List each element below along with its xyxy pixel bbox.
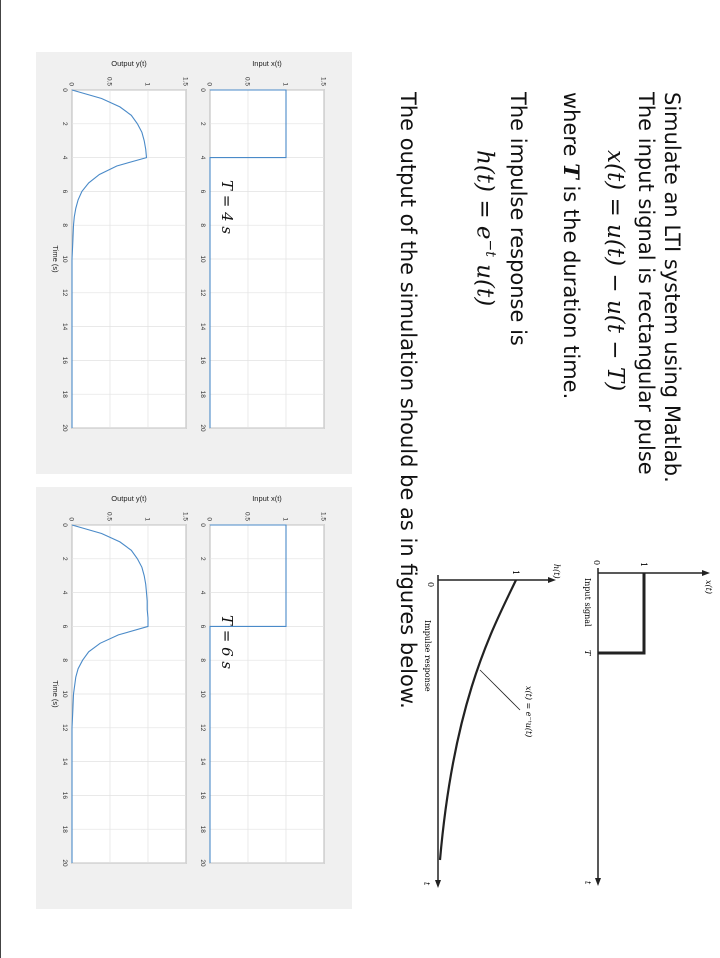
figure-left-input-xtick-label: 10 bbox=[199, 255, 206, 263]
figure-left-output-xtick-label: 18 bbox=[61, 390, 68, 398]
figure-panel-left bbox=[36, 52, 352, 474]
figure-left-output-xlabel: Time (s) bbox=[51, 245, 60, 273]
figure-right-output-ytick-label: 0 bbox=[67, 517, 75, 521]
figure-right-input-xtick-label: 16 bbox=[199, 791, 206, 800]
figure-right-output-xtick-label: 16 bbox=[61, 791, 68, 800]
figure-left-input-xtick-label: 6 bbox=[199, 189, 206, 194]
statement-line-3: where T is the duration time. bbox=[559, 92, 584, 400]
figure-left-annotation: T = 4 s bbox=[218, 180, 236, 235]
figure-left-input-ytick-label: 1 bbox=[281, 82, 289, 86]
sketch-input-tick-one: 1 bbox=[639, 562, 648, 568]
figure-right-output-ytick-label: 1.5 bbox=[181, 511, 189, 521]
figure-left-input-xtick-label: 4 bbox=[199, 155, 206, 160]
figure-right-input-xtick-label: 6 bbox=[199, 624, 206, 629]
figure-right-output-xtick-label: 4 bbox=[61, 590, 68, 595]
figure-left-input-xtick-label: 12 bbox=[199, 289, 206, 297]
statement-line-2: The input signal is rectangular pulse bbox=[634, 92, 658, 475]
figure-right-input-xtick-label: 14 bbox=[199, 757, 206, 766]
figure-right-input-ylabel: Input x(t) bbox=[252, 494, 282, 503]
sketch-input-pulse bbox=[598, 573, 644, 653]
figure-left-output-xtick-label: 8 bbox=[61, 223, 68, 228]
statement-line-5: The output of the simulation should be as in figures below. bbox=[396, 92, 420, 709]
figure-left-output-xtick-label: 16 bbox=[61, 356, 68, 365]
sketch-input-ylabel: x(t) bbox=[704, 580, 713, 594]
figure-left-input-xtick-label: 14 bbox=[199, 322, 206, 331]
figure-right-output-xtick-label: 6 bbox=[61, 624, 68, 629]
sketch-impulse-caption: Impulse response bbox=[423, 620, 432, 692]
input-signal-sketch bbox=[576, 548, 716, 898]
figure-right-output-xtick-label: 18 bbox=[61, 825, 68, 833]
figure-panel-right bbox=[36, 487, 352, 909]
figure-left-output-ytick-label: 1.5 bbox=[181, 76, 189, 86]
sketch-input-caption: Input signal bbox=[583, 578, 592, 627]
sketch-input-y-arrow bbox=[702, 570, 710, 576]
figure-right-input-xtick-label: 10 bbox=[199, 690, 206, 698]
figure-left-input-ytick-label: 0.5 bbox=[243, 76, 251, 86]
figure-left-output-xtick-label: 20 bbox=[61, 424, 68, 432]
figure-right-output-xtick-label: 10 bbox=[61, 690, 68, 698]
figure-left-input-xtick-label: 2 bbox=[199, 121, 206, 126]
figure-right-input-xtick-label: 12 bbox=[199, 724, 206, 732]
figure-left-input-ylabel: Input x(t) bbox=[252, 59, 282, 68]
statement-line-1: Simulate an LTI system using Matlab. bbox=[660, 92, 684, 483]
figure-right-output-ytick-label: 1 bbox=[143, 517, 151, 521]
figure-right-output-xtick-label: 14 bbox=[61, 757, 68, 766]
figure-left-input-xtick-label: 0 bbox=[199, 88, 206, 92]
figure-left-input-xtick-label: 20 bbox=[199, 424, 206, 432]
figure-right-input-ytick-label: 0 bbox=[205, 517, 213, 521]
sketch-impulse-x-arrow bbox=[435, 880, 441, 888]
equation-impulse-response: $h(t) = e^{-t}$ u(t) bbox=[471, 150, 498, 307]
figure-left-output-xtick-label: 2 bbox=[61, 121, 68, 126]
figure-right-output-xtick-label: 0 bbox=[61, 523, 68, 527]
figure-right-output-xtick-label: 20 bbox=[61, 859, 68, 867]
figure-right-input-xtick-label: 20 bbox=[199, 859, 206, 867]
figure-left-output-ytick-label: 0 bbox=[67, 82, 75, 86]
sketch-impulse-annotation-leader bbox=[480, 670, 520, 710]
figure-right-input-xtick-label: 18 bbox=[199, 825, 206, 833]
figure-left-output-xtick-label: 4 bbox=[61, 155, 68, 160]
figure-right-input-xtick-label: 8 bbox=[199, 658, 206, 663]
impulse-response-sketch bbox=[422, 560, 572, 900]
equation-input-pulse: x(t) = u(t) − u(t − T) bbox=[602, 150, 628, 392]
figure-right-output-ytick-label: 0.5 bbox=[105, 511, 113, 521]
figure-left-output-ytick-label: 0.5 bbox=[105, 76, 113, 86]
figure-right-output-xtick-label: 2 bbox=[61, 556, 68, 561]
figure-left-output-ylabel: Output y(t) bbox=[111, 59, 147, 68]
sketch-input-xlabel: t bbox=[583, 881, 592, 885]
figure-right-input-ytick-label: 1 bbox=[281, 517, 289, 521]
figure-left-input-ytick-label: 1.5 bbox=[319, 76, 327, 86]
sketch-impulse-annotation: x(t) = e⁻ᵗu(t) bbox=[524, 686, 533, 738]
figure-right-annotation: T = 6 s bbox=[218, 615, 236, 670]
figure-left-output-ytick-label: 1 bbox=[143, 82, 151, 86]
figure-left-output-xtick-label: 12 bbox=[61, 289, 68, 297]
sketch-impulse-ylabel: h(t) bbox=[552, 564, 561, 579]
symbol-T: T bbox=[559, 163, 584, 179]
sketch-impulse-tick-one: 1 bbox=[511, 570, 520, 576]
figure-right-input-xtick-label: 4 bbox=[199, 590, 206, 595]
figure-left-output-xtick-label: 14 bbox=[61, 322, 68, 331]
statement-line-4: The impulse response is bbox=[506, 92, 530, 346]
figure-right-input-xtick-label: 0 bbox=[199, 523, 206, 527]
figure-right-input-ytick-label: 1.5 bbox=[319, 511, 327, 521]
figure-left-input-xtick-label: 8 bbox=[199, 223, 206, 228]
figure-right-input-xtick-label: 2 bbox=[199, 556, 206, 561]
figure-right-output-xtick-label: 8 bbox=[61, 658, 68, 663]
figure-right-chart bbox=[36, 487, 352, 909]
figure-right-output-ylabel: Output y(t) bbox=[111, 494, 147, 503]
sketch-input-tick-T: T bbox=[583, 650, 592, 656]
figure-right-output-xlabel: Time (s) bbox=[51, 680, 60, 708]
figure-left-output-xtick-label: 6 bbox=[61, 189, 68, 194]
figure-right-input-ytick-label: 0.5 bbox=[243, 511, 251, 521]
figure-left-chart bbox=[36, 52, 352, 474]
figure-right-output-xtick-label: 12 bbox=[61, 724, 68, 732]
figure-left-input-xtick-label: 18 bbox=[199, 390, 206, 398]
sketch-impulse-xlabel: t bbox=[422, 882, 431, 886]
sketch-impulse-curve bbox=[440, 580, 516, 860]
figure-left-input-xtick-label: 16 bbox=[199, 356, 206, 365]
sketch-input-x-arrow bbox=[595, 878, 601, 886]
figure-left-input-ytick-label: 0 bbox=[205, 82, 213, 86]
sketch-impulse-tick-zero: 0 bbox=[426, 582, 435, 588]
sketch-input-tick-zero: 0 bbox=[592, 560, 601, 566]
figure-left-output-xtick-label: 0 bbox=[61, 88, 68, 92]
figure-left-output-xtick-label: 10 bbox=[61, 255, 68, 263]
